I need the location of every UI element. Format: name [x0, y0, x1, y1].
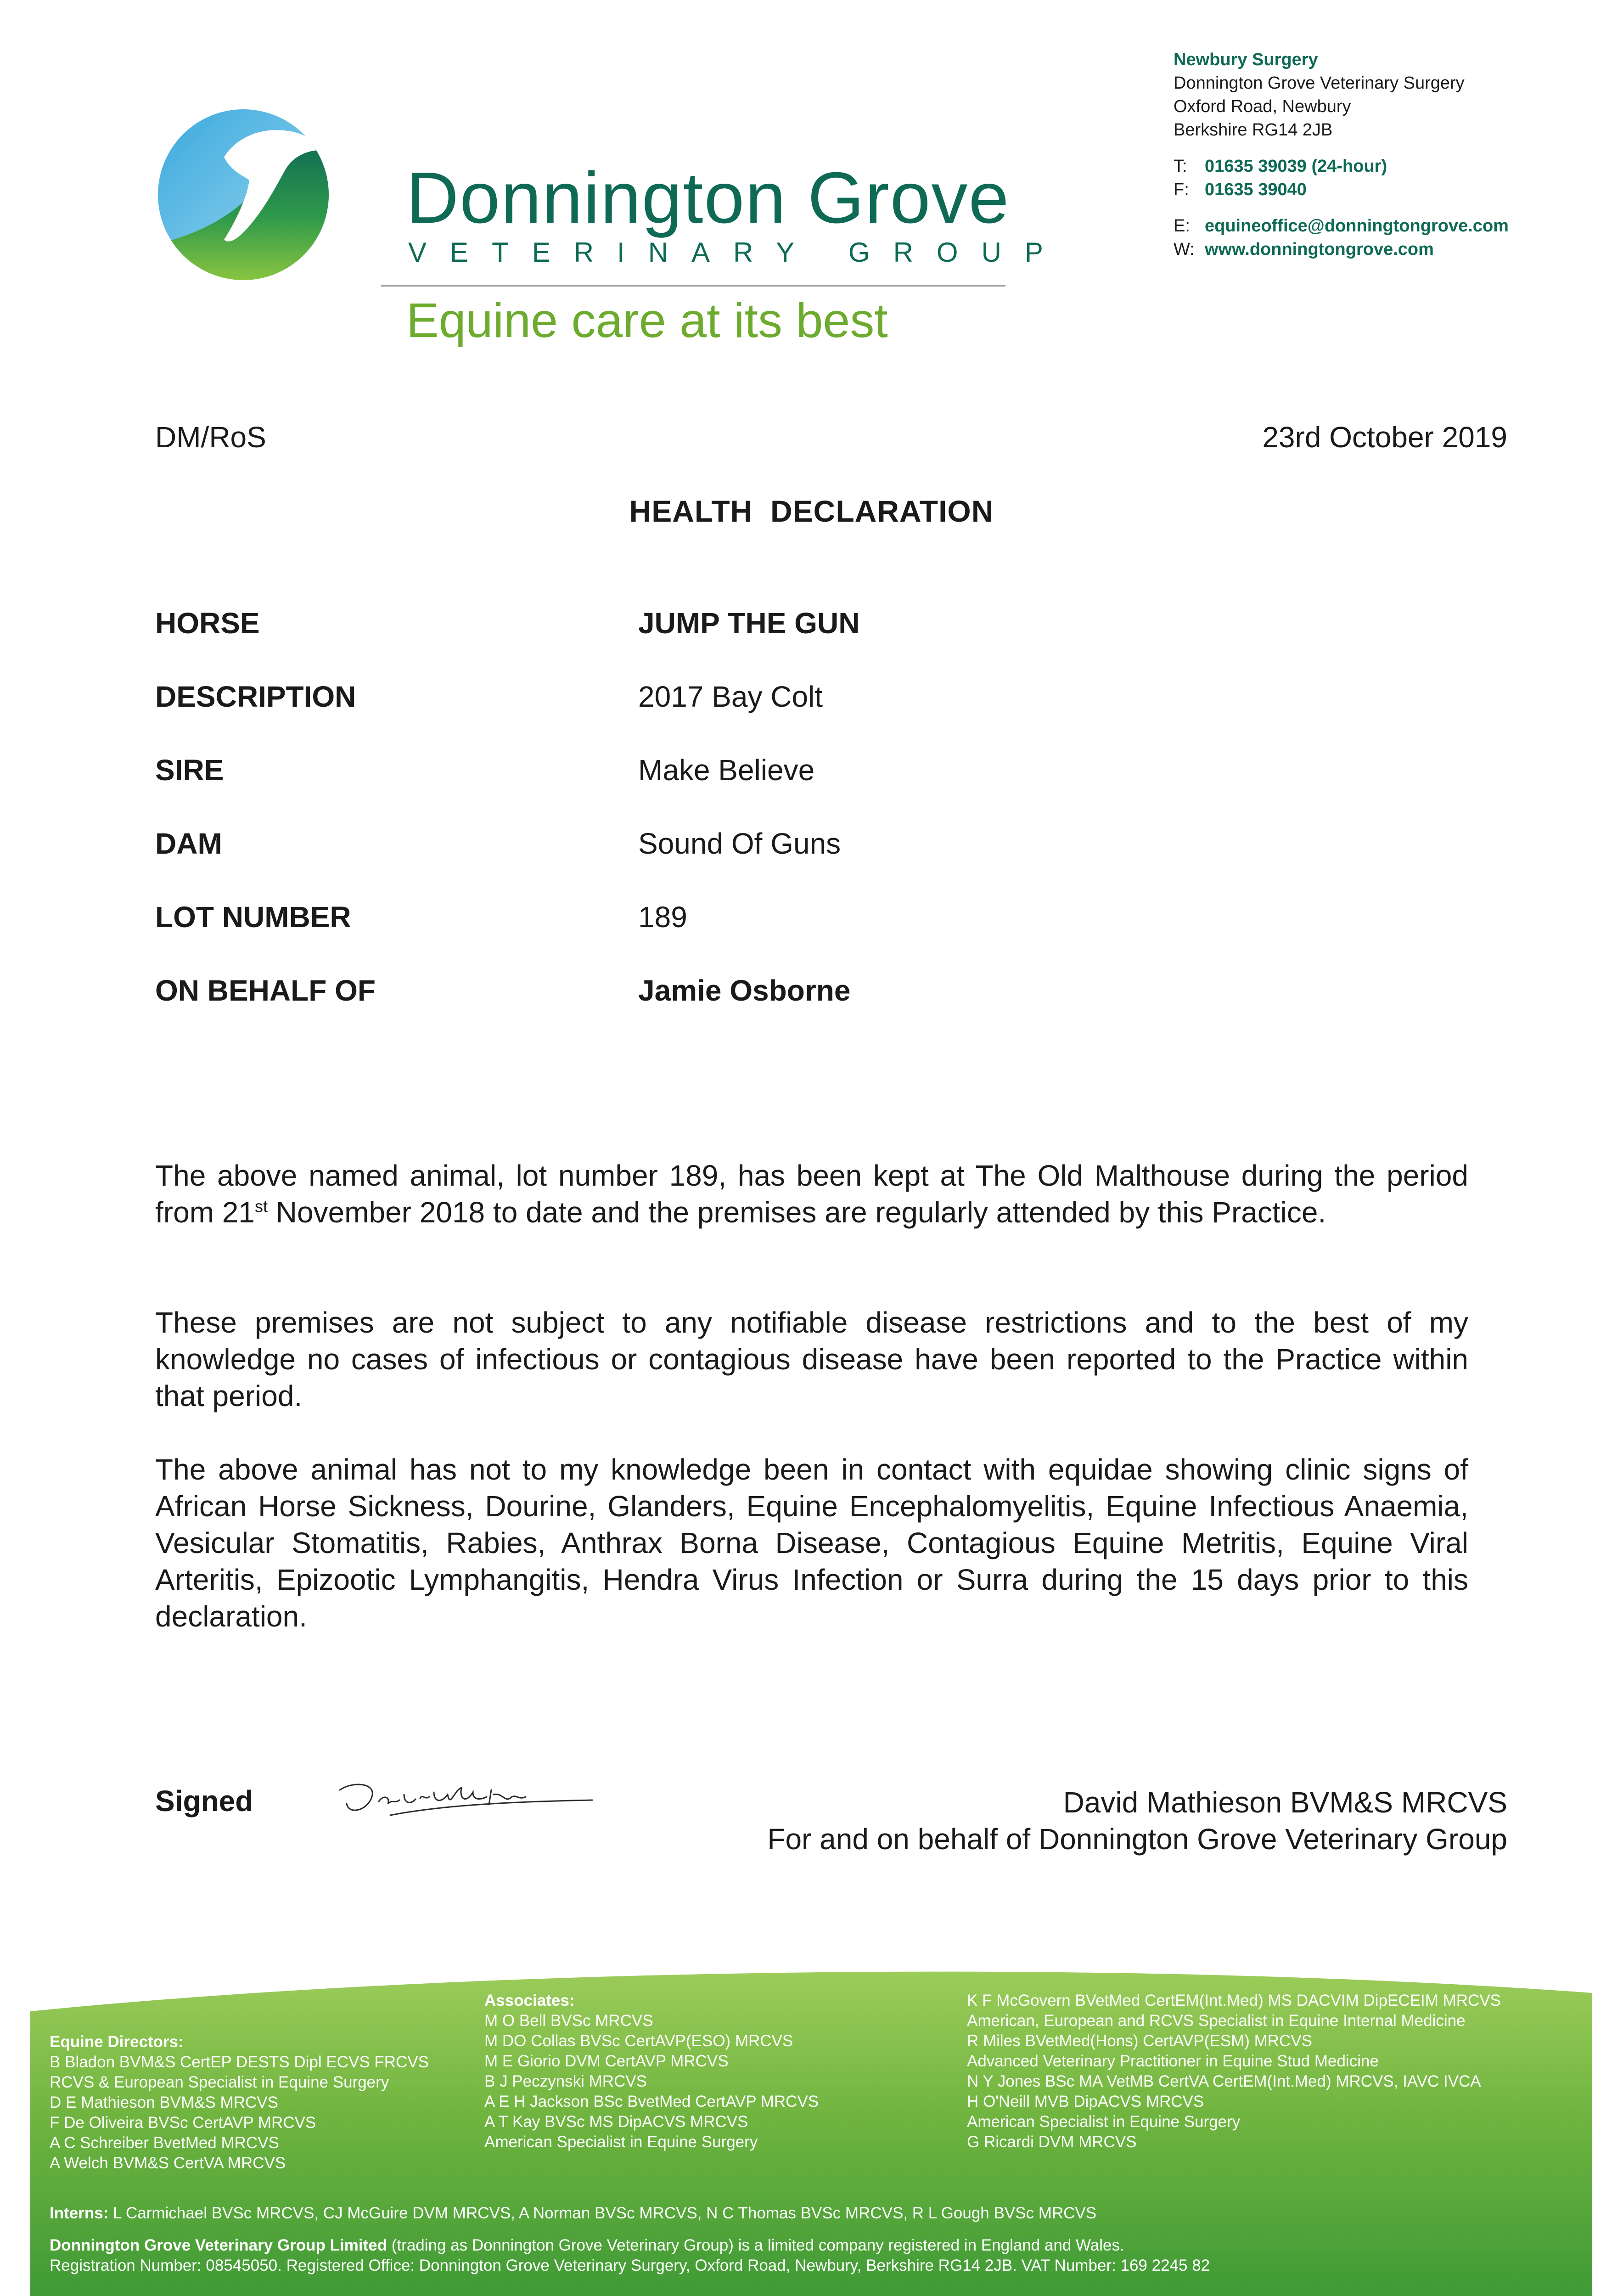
paragraph-text: The above named animal, lot number 189, has been kept at The Old Malthouse during the period from 21	[155, 1159, 1468, 1229]
ordinal-suffix: st	[254, 1197, 268, 1216]
signed-label: Signed	[155, 1784, 253, 1818]
interns-label: Interns:	[50, 2204, 109, 2222]
interns-names: L Carmichael BVSc MRCVS, CJ McGuire DVM MRCVS, A Norman BVSc MRCVS, N C Thomas BVSc MRCVS, R L Gough BVSc MRCVS	[113, 2204, 1097, 2222]
website-link[interactable]: www.donningtongrove.com	[1205, 240, 1434, 259]
brand-subtitle: VETERINARY GROUP	[408, 237, 1067, 268]
specialist-line: K F McGovern BVetMed CertEM(Int.Med) MS DACVIM DipECEIM MRCVS	[967, 1992, 1501, 2009]
associate-line: American Specialist in Equine Surgery	[484, 2133, 758, 2151]
associate-line: B J Peczynski MRCVS	[484, 2072, 647, 2090]
signer-name: David Mathieson BVM&S MRCVS	[1063, 1786, 1507, 1819]
field-label: SIRE	[155, 754, 224, 787]
document-date: 23rd October 2019	[1262, 421, 1507, 454]
declaration-paragraph-1	[155, 1157, 1468, 1231]
horse-details	[155, 606, 1487, 1047]
field-value: Sound Of Guns	[638, 827, 841, 860]
donnington-grove-logo	[155, 107, 331, 283]
associate-line: A E H Jackson BSc BvetMed CertAVP MRCVS	[484, 2093, 819, 2110]
email-label: E:	[1174, 216, 1190, 236]
address-line: Donnington Grove Veterinary Surgery	[1174, 73, 1465, 93]
associates-heading: Associates:	[484, 1992, 575, 2009]
director-line: D E Mathieson BVM&S MRCVS	[50, 2093, 278, 2111]
specialist-line: R Miles BVetMed(Hons) CertAVP(ESM) MRCVS	[967, 2032, 1313, 2050]
document-reference: DM/RoS	[155, 421, 266, 454]
telephone-row	[1174, 155, 1509, 178]
field-value: Jamie Osborne	[638, 974, 851, 1007]
specialist-line: Advanced Veterinary Practitioner in Equine Stud Medicine	[967, 2052, 1379, 2070]
field-label: DESCRIPTION	[155, 680, 356, 713]
website-row	[1174, 238, 1509, 261]
declaration-paragraph-2: These premises are not subject to any notifiable disease restrictions and to the best of my knowledge no cases of infectious or contagious disease have been reported to the Practice within that period.	[155, 1306, 1468, 1412]
surgery-name: Newbury Surgery	[1174, 50, 1318, 69]
brand-tagline: Equine care at its best	[406, 293, 888, 348]
document-title	[0, 494, 1623, 529]
fax-row	[1174, 178, 1509, 202]
field-label: LOT NUMBER	[155, 900, 351, 934]
field-value: JUMP THE GUN	[638, 607, 860, 640]
field-row-sire	[155, 753, 1487, 827]
field-row-description	[155, 680, 1487, 753]
handwritten-signature	[335, 1772, 597, 1822]
specialist-line: American, European and RCVS Specialist in Equine Internal Medicine	[967, 2012, 1466, 2030]
associate-line: M O Bell BVSc MRCVS	[484, 2012, 653, 2030]
document-title-text: HEALTH DECLARATION	[629, 494, 994, 528]
telephone-number[interactable]: 01635 39039 (24-hour)	[1205, 157, 1387, 176]
fax-number: 01635 39040	[1205, 180, 1307, 199]
signer-behalf: For and on behalf of Donnington Grove Veterinary Group	[767, 1823, 1507, 1856]
paragraph-text: November 2018 to date and the premises are regularly attended by this Practice.	[267, 1196, 1326, 1229]
contact-block	[1174, 48, 1509, 261]
email-row	[1174, 214, 1509, 238]
brand-divider	[381, 285, 1005, 287]
signer-block	[767, 1784, 1507, 1857]
specialist-line: G Ricardi DVM MRCVS	[967, 2133, 1137, 2151]
address-line: Oxford Road, Newbury	[1174, 97, 1351, 116]
telephone-label: T:	[1174, 157, 1187, 176]
director-line: F De Oliveira BVSc CertAVP MRCVS	[50, 2114, 316, 2132]
field-label: ON BEHALF OF	[155, 974, 376, 1007]
field-row-lot-number	[155, 900, 1487, 974]
brand-name: Donnington Grove	[406, 158, 1010, 238]
company-text: (trading as Donnington Grove Veterinary Group) is a limited company registered in England and Wales.	[387, 2236, 1124, 2254]
address-line: Berkshire RG14 2JB	[1174, 120, 1333, 140]
website-label: W:	[1174, 240, 1195, 259]
field-label: HORSE	[155, 607, 260, 640]
directors-heading: Equine Directors:	[50, 2033, 184, 2051]
associate-line: A T Kay BVSc MS DipACVS MRCVS	[484, 2113, 748, 2131]
field-value: 2017 Bay Colt	[638, 680, 823, 713]
field-row-on-behalf-of	[155, 974, 1487, 1047]
field-row-horse	[155, 606, 1487, 680]
company-name: Donnington Grove Veterinary Group Limited	[50, 2236, 387, 2254]
declaration-paragraph-3: The above animal has not to my knowledge been in contact with equidae showing clinic signs of African Horse Sickness, Dourine, Glanders, Equine Encephalomyelitis, Equine Infectious Anaemia, Vesicular Stomatitis, Rabies, Anthrax Borna Disease, Contagious Equine Metritis, Equine Viral Arteritis, Epizootic Lymphangitis, Hendra Virus Infection or Surra during the 15 days prior to this declaration.	[155, 1453, 1468, 1633]
field-value: 189	[638, 900, 687, 934]
specialist-line: H O'Neill MVB DipACVS MRCVS	[967, 2093, 1204, 2110]
field-row-dam	[155, 827, 1487, 900]
email-link[interactable]: equineoffice@donningtongrove.com	[1205, 216, 1509, 236]
field-label: DAM	[155, 827, 222, 860]
specialist-line: N Y Jones BSc MA VetMB CertVA CertEM(Int.Med) MRCVS, IAVC IVCA	[967, 2072, 1481, 2090]
associate-line: M DO Collas BVSc CertAVP(ESO) MRCVS	[484, 2032, 793, 2050]
director-line: RCVS & European Specialist in Equine Surgery	[50, 2073, 389, 2091]
field-value: Make Believe	[638, 754, 815, 787]
registration-details: Registration Number: 08545050. Registered Office: Donnington Grove Veterinary Surgery, Oxford Road, Newbury, Berkshire RG14 2JB. VAT Number: 169 2245 82	[50, 2257, 1210, 2274]
footer-background	[30, 1961, 1592, 2296]
specialist-line: American Specialist in Equine Surgery	[967, 2113, 1241, 2131]
fax-label: F:	[1174, 180, 1189, 199]
associate-line: M E Giorio DVM CertAVP MRCVS	[484, 2052, 729, 2070]
director-line: B Bladon BVM&S CertEP DESTS Dipl ECVS FRCVS	[50, 2053, 429, 2071]
director-line: A C Schreiber BvetMed MRCVS	[50, 2134, 279, 2152]
director-line: A Welch BVM&S CertVA MRCVS	[50, 2154, 286, 2172]
